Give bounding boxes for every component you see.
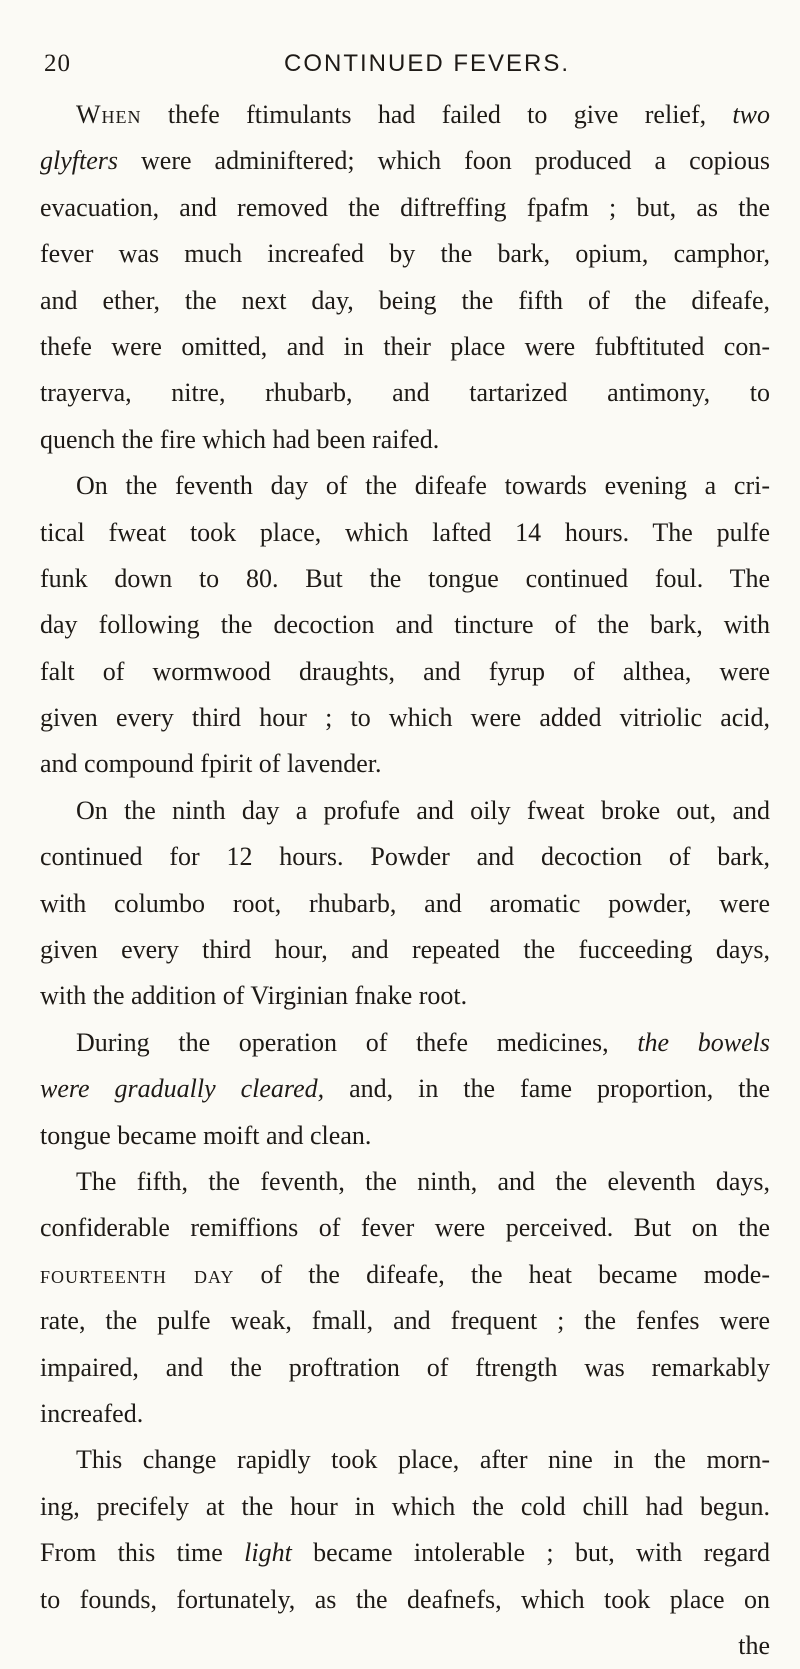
text-segment: to founds, fortunately, as the deafnefs, which took place on — [40, 1584, 770, 1614]
text-segment: ing, precifely at the hour in which the cold chill had begun. — [40, 1491, 770, 1521]
text-segment: the — [738, 1630, 770, 1660]
page-number: 20 — [44, 50, 71, 77]
text-segment: funk down to 80. But the tongue continued foul. The — [40, 563, 770, 593]
text-line — [40, 556, 770, 602]
text-line — [40, 1159, 770, 1205]
text-segment: trayerva, nitre, rhubarb, and tartarized antimony, to — [40, 378, 770, 408]
text-segment: quench the fire which had been raifed. — [40, 424, 440, 454]
text-line — [40, 1484, 770, 1530]
text-line — [40, 1577, 770, 1623]
running-title: CONTINUED FEVERS. — [284, 50, 571, 77]
text-line — [40, 602, 770, 648]
text-line — [40, 278, 770, 324]
text-line — [40, 1066, 770, 1112]
text-line — [40, 417, 770, 463]
text-segment: with the addition of Virginian fnake root. — [40, 981, 468, 1011]
text-line — [40, 1113, 770, 1159]
text-segment: given every third hour ; to which were added vitriolic acid, — [40, 703, 770, 733]
text-segment: and, in the fame proportion, the — [324, 1074, 770, 1104]
text-line — [40, 1298, 770, 1344]
small-caps-text: fourteenth day — [40, 1259, 235, 1289]
text-line — [40, 1252, 770, 1298]
text-segment: with columbo root, rhubarb, and aromatic powder, were — [40, 888, 770, 918]
text-line — [40, 788, 770, 834]
text-segment: and compound fpirit of lavender. — [40, 749, 382, 779]
text-line — [40, 741, 770, 787]
text-segment: increafed. — [40, 1398, 144, 1428]
italic-text: the bowels — [637, 1027, 770, 1057]
text-line — [40, 1020, 770, 1066]
text-line — [40, 1437, 770, 1483]
italic-text: glyfters — [40, 146, 118, 176]
text-line — [40, 370, 770, 416]
small-caps-text: When — [76, 100, 142, 129]
text-segment: impaired, and the proftration of ftrength was remarkably — [40, 1352, 770, 1382]
text-line — [40, 138, 770, 184]
text-segment: During the operation of thefe medicines, — [76, 1027, 638, 1057]
text-line — [40, 1391, 770, 1437]
text-line — [40, 231, 770, 277]
text-line — [40, 92, 770, 138]
text-line — [40, 324, 770, 370]
text-segment: continued for 12 hours. Powder and decoction of bark, — [40, 842, 770, 872]
text-segment: On the feventh day of the difeafe towards evening a cri- — [76, 471, 770, 501]
text-segment: On the ninth day a profufe and oily fweat broke out, and — [76, 795, 770, 825]
text-segment: falt of wormwood draughts, and fyrup of althea, were — [40, 656, 770, 686]
text-line — [40, 927, 770, 973]
text-line — [40, 881, 770, 927]
text-segment: and ether, the next day, being the fifth of the difeafe, — [40, 285, 770, 315]
text-line — [40, 510, 770, 556]
text-line — [40, 1530, 770, 1576]
text-segment: tical fweat took place, which lafted 14 hours. The pulfe — [40, 517, 770, 547]
body-text — [40, 92, 770, 1669]
text-line — [40, 185, 770, 231]
text-segment: This change rapidly took place, after nine in the morn- — [76, 1445, 770, 1475]
text-segment: evacuation, and removed the diftreffing fpafm ; but, as the — [40, 192, 770, 222]
text-segment: of the difeafe, the heat became mode- — [234, 1259, 770, 1289]
text-segment: fever was much increafed by the bark, opium, camphor, — [40, 239, 770, 269]
text-line — [40, 1623, 770, 1669]
text-segment: became intolerable ; but, with regard — [291, 1538, 770, 1568]
text-segment: From this time — [40, 1538, 245, 1568]
italic-text: were gradually cleared, — [40, 1074, 325, 1104]
text-segment: tongue became moift and clean. — [40, 1120, 372, 1150]
page-header — [44, 50, 770, 90]
text-segment: thefe ftimulants had failed to give relief, — [141, 100, 733, 129]
text-line — [40, 1345, 770, 1391]
text-segment: thefe were omitted, and in their place were fubftituted con- — [40, 331, 770, 361]
text-segment: rate, the pulfe weak, fmall, and frequent ; the fenfes were — [40, 1306, 770, 1336]
text-segment: given every third hour, and repeated the fucceeding days, — [40, 935, 770, 965]
text-line — [40, 1205, 770, 1251]
text-segment: day following the decoction and tincture of the bark, with — [40, 610, 770, 640]
text-segment: confiderable remiffions of fever were perceived. But on the — [40, 1213, 770, 1243]
text-line — [40, 834, 770, 880]
italic-text: light — [244, 1538, 292, 1568]
text-line — [40, 463, 770, 509]
text-line — [40, 695, 770, 741]
text-segment: The fifth, the feventh, the ninth, and the eleventh days, — [76, 1166, 770, 1196]
italic-text: two — [732, 100, 770, 129]
text-segment: were adminiftered; which foon produced a copious — [118, 146, 770, 176]
text-line — [40, 973, 770, 1019]
text-line — [40, 649, 770, 695]
